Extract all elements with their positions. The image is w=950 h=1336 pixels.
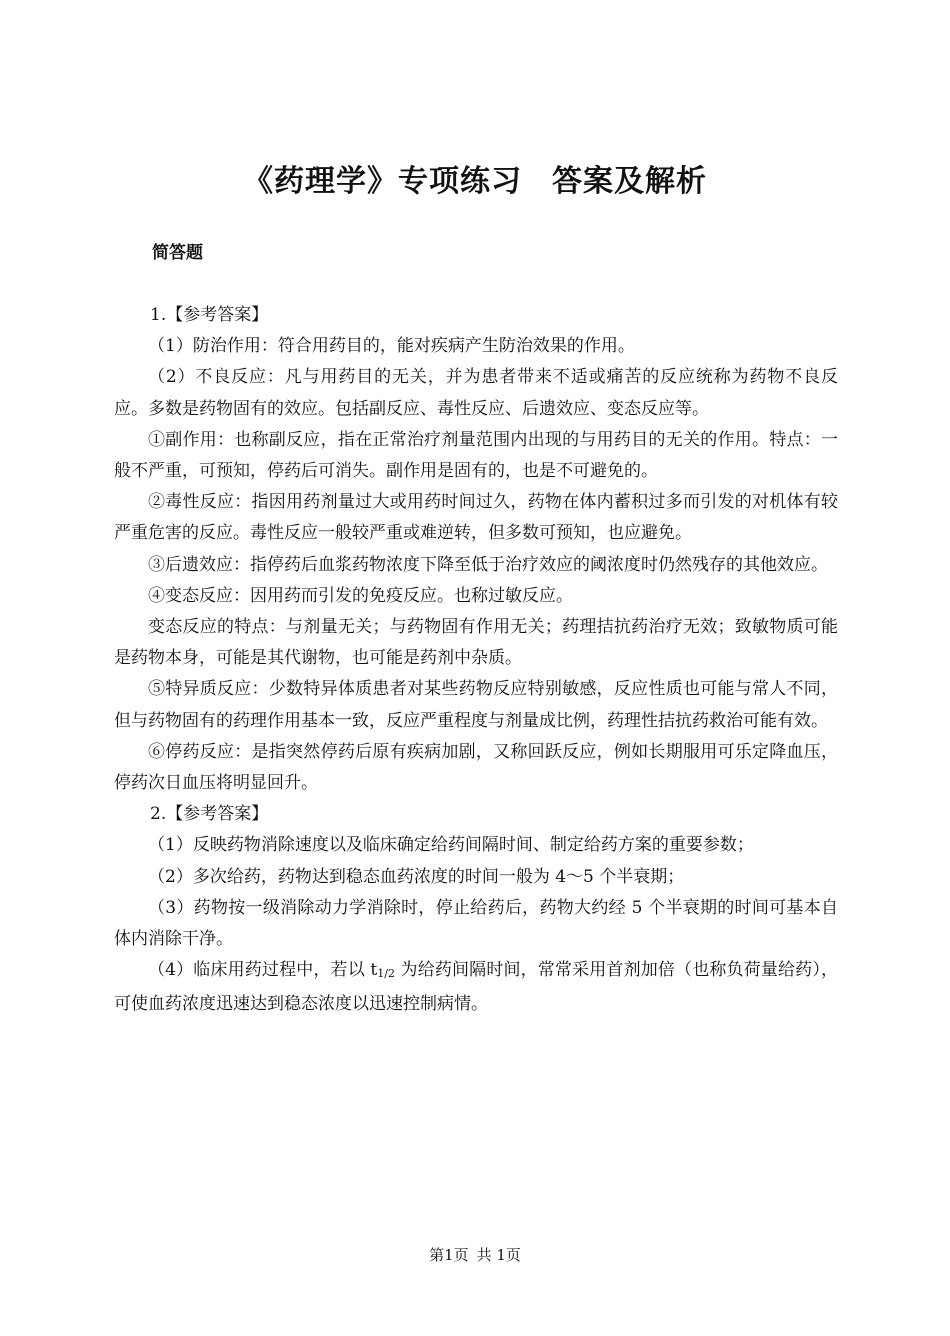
q1-paragraph: ②毒性反应：指因用药剂量过大或用药时间过久，药物在体内蓄积过多而引发的对机体有较严重危害的反应。毒性反应一般较严重或难逆转，但多数可预知，也应避免。 [114,492,838,544]
title-sub: 答案及解析 [552,164,707,199]
q1-paragraph: （2）不良反应：凡与用药目的无关，并为患者带来不适或痛苦的反应统称为药物不良反应。多数是药物固有的效应。包括副反应、毒性反应、后遗效应、变态反应等。 [114,367,838,419]
q1-paragraph: ①副作用：也称副反应，指在正常治疗剂量范围内出现的与用药目的无关的作用。特点：一般不严重，可预知，停药后可消失。副作用是固有的，也是不可避免的。 [114,429,838,482]
q1-paragraph: ④变态反应：因用药而引发的免疫反应。也称过敏反应。 [148,585,573,606]
page-number-total: 共 1页 [476,1246,521,1264]
q2-paragraph: （2）多次给药，药物达到稳态血药浓度的时间一般为 4～5 个半衰期； [148,866,685,887]
q1-paragraph: （1）防治作用：符合用药目的，能对疾病产生防治效果的作用。 [148,336,635,357]
q1-paragraph: ⑥停药反应：是指突然停药后原有疾病加剧，又称回跃反应，例如长期服用可乐定降血压，停药次日血压将明显回升。 [114,741,838,794]
question-2-label: 2.【参考答案】 [150,804,269,825]
q2-paragraph: （3）药物按一级消除动力学消除时，停止给药后，药物大约经 5 个半衰期的时间可基本自体内消除干净。 [114,897,838,950]
q2-paragraph: （1）反映药物消除速度以及临床确定给药间隔时间、制定给药方案的重要参数； [148,835,754,856]
q1-paragraph: ⑤特异质反应：少数特异体质患者对某些药物反应特别敏感，反应性质也可能与常人不同，但与药物固有的药理作用基本一致，反应严重程度与剂量成比例，药理性拮抗药救治可能有效。 [114,679,838,731]
q2-p4-before: （4）临床用药过程中，若以 t [148,960,378,981]
answer-body [114,300,838,1021]
section-heading: 简答题 [152,243,203,263]
q2-paragraph [114,955,838,1020]
page-footer [0,1244,950,1265]
q1-paragraph: ③后遗效应：指停药后血浆药物浓度下降至低于治疗效应的阈浓度时仍然残存的其他效应。 [148,554,828,575]
document-title [0,156,950,200]
page-number-current: 第1页 [429,1246,469,1264]
title-main: 《药理学》专项练习 [243,164,522,199]
half-life-subscript: 1/2 [377,967,395,981]
q2-p4-after: 为给药间隔时间，常常采用首剂加倍（也称负荷量给药），可使血药浓度迅速达到稳态浓度以迅速控制病情。 [114,960,838,1015]
question-1-label: 1.【参考答案】 [150,305,269,325]
q1-paragraph: 变态反应的特点：与剂量无关；与药物固有作用无关；药理拮抗药治疗无效；致敏物质可能是药物本身，可能是其代谢物，也可能是药剂中杂质。 [114,617,838,669]
